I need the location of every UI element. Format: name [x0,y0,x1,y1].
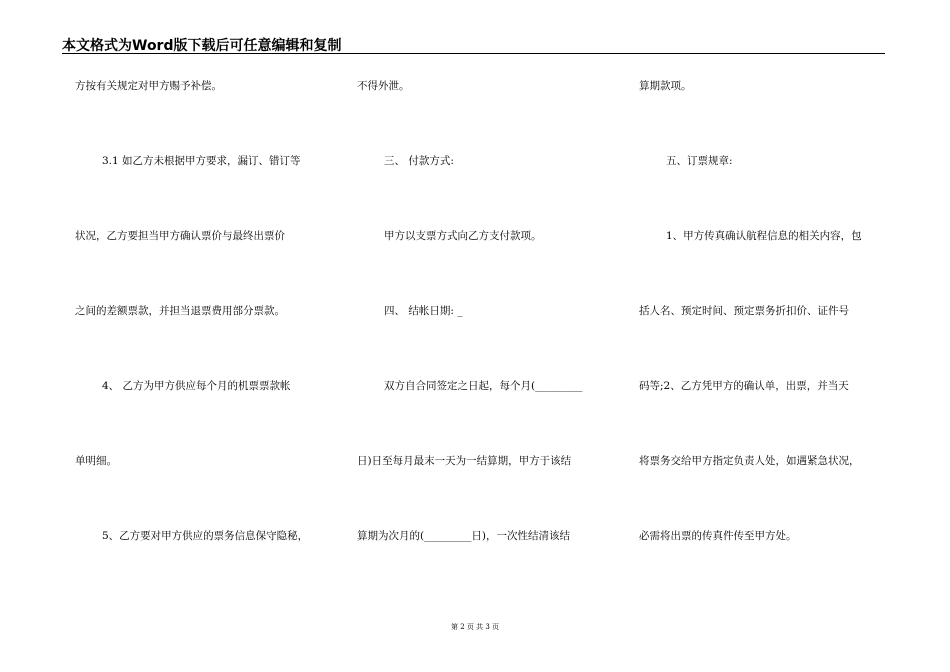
text-line: 1、甲方传真确认航程信息的相关内容，包 [666,230,862,242]
text-line: 不得外泄。 [357,80,410,92]
text-line: 5、乙方要对甲方供应的票务信息保守隐秘， [102,530,309,542]
text-column-3 [639,0,899,672]
text-line: 算期为次月的(_________日)，一次性结清该结 [357,530,570,542]
text-column-2 [357,0,617,672]
text-line: 之间的差额票款，并担当退票费用部分票款。 [75,305,285,317]
text-line: 四、 结帐日期: _ [384,305,463,317]
text-line: 方按有关规定对甲方赐予补偿。 [75,80,222,92]
text-line: 3.1 如乙方未根据甲方要求，漏订、错订等 [102,155,301,167]
text-line: 算期款项。 [639,80,692,92]
text-line: 甲方以支票方式向乙方支付款项。 [384,230,542,242]
text-line: 括人名、预定时间、预定票务折扣价、证件号 [639,305,849,317]
page-number: 第 2 页 共 3 页 [450,623,500,631]
text-line: 日)日至每月最末一天为一结算期，甲方于该结 [357,455,572,467]
text-line: 五、订票规章: [666,155,733,167]
text-line: 必需将出票的传真件传至甲方处。 [639,530,797,542]
text-line: 将票务交给甲方指定负责人处，如遇紧急状况， [639,455,860,467]
text-line: 4、 乙方为甲方供应每个月的机票票款帐 [102,380,291,392]
text-line: 码等;2、乙方凭甲方的确认单，出票，并当天 [639,380,849,392]
text-line: 状况，乙方要担当甲方确认票价与最终出票价 [75,230,285,242]
text-line: 三、 付款方式: [384,155,454,167]
text-line: 双方自合同签定之日起，每个月(_________ [384,380,583,392]
document-header-title: 本文格式为Word版下载后可任意编辑和复制 [62,38,342,54]
text-column-1 [75,0,340,672]
text-line: 单明细。 [75,455,117,467]
